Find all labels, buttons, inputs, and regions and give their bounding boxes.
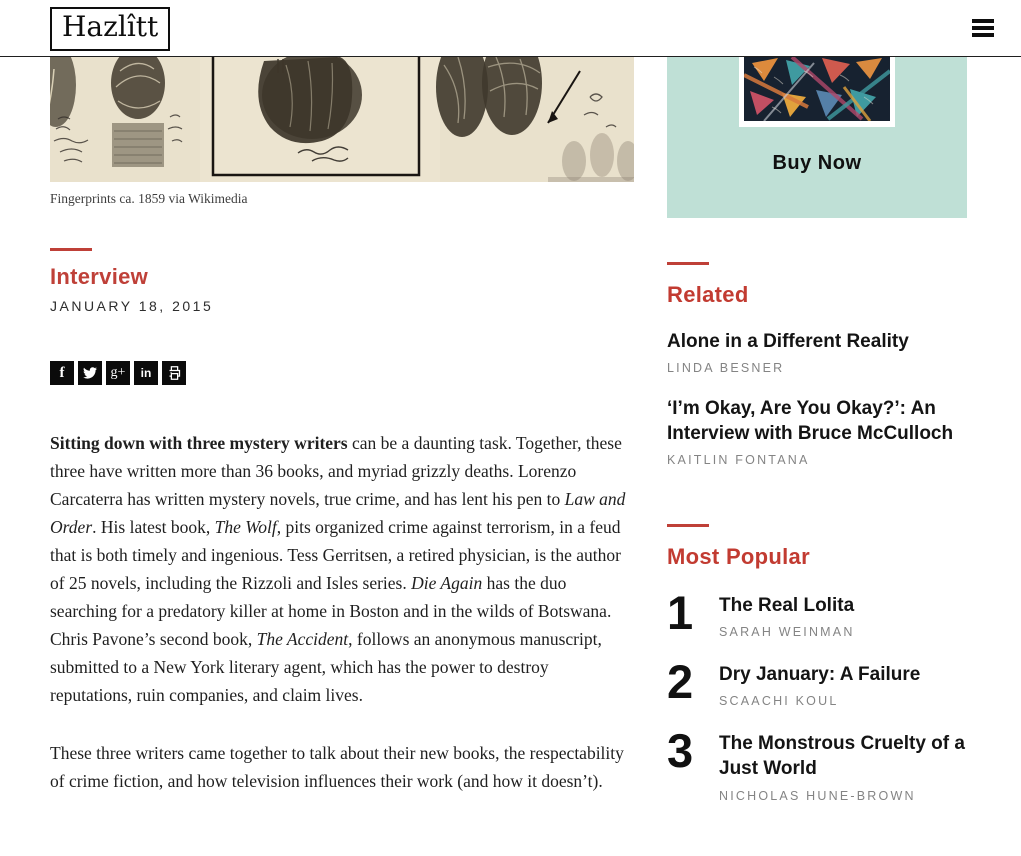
related-item (667, 396, 967, 467)
google-plus-icon[interactable]: g+ (106, 361, 130, 385)
article-main (50, 57, 634, 825)
popular-item (667, 586, 967, 640)
site-header (0, 0, 1021, 57)
most-popular-heading: Most Popular (667, 544, 810, 570)
sidebar (667, 57, 967, 825)
site-logo-text: Hazlîtt (62, 9, 159, 43)
article-body (50, 429, 634, 795)
article-date: JANUARY 18, 2015 (50, 298, 214, 314)
article-category-link[interactable]: Interview (50, 264, 149, 289)
book-cover[interactable] (739, 57, 895, 127)
popular-item (667, 724, 967, 803)
accent-rule (50, 248, 92, 251)
popular-rank: 1 (667, 586, 692, 640)
related-article-link[interactable]: ‘I’m Okay, Are You Okay?’: An Interview with Bruce McCulloch (667, 398, 954, 445)
popular-article-author: SCAACHI KOUL (719, 694, 839, 709)
book-promo (667, 57, 967, 218)
linkedin-icon[interactable]: in (134, 361, 158, 385)
related-heading: Related (667, 282, 749, 307)
popular-article-link[interactable]: The Monstrous Cruelty of a Just World (719, 733, 965, 780)
accent-rule (667, 262, 709, 265)
most-popular-section (667, 524, 967, 802)
popular-article-author: NICHOLAS HUNE-BROWN (719, 788, 916, 803)
printer-glyph (167, 366, 182, 380)
site-logo[interactable] (50, 7, 170, 52)
popular-rank: 2 (667, 655, 692, 709)
popular-article-link[interactable]: The Real Lolita (719, 595, 855, 617)
popular-rank: 3 (667, 724, 692, 778)
hamburger-menu-icon[interactable] (972, 19, 994, 37)
article-paragraph: These three writers came together to talk about their new books, the respectability of crime fiction, and how television influences their work (and how it doesn’t). (50, 743, 624, 791)
popular-article-link[interactable]: Dry January: A Failure (719, 664, 921, 686)
twitter-bird-glyph (83, 367, 97, 379)
related-article-author: KAITLIN FONTANA (667, 453, 810, 468)
popular-item (667, 655, 967, 709)
article-paragraph: Sitting down with three mystery writers can be a daunting task. Together, these three have written more than 36 books, and myriad grizzly deaths. Lorenzo Carcaterra has written mystery novels, true crime, and has lent his pen to Law and Order. His latest book, The Wolf, pits organized crime against terrorism, in a feud that is both timely and ingenious. Tess Gerritsen, a retired physician, is the author of 25 novels, including the Rizzoli and Isles series. Die Again has the duo searching for a predatory killer at home in Boston and in the wilds of Botswana. Chris Pavone’s second book, The Accident, follows an anonymous manuscript, submitted to a New York literary agent, which has the power to destroy reputations, ruin companies, and claim lives. (50, 433, 626, 705)
related-article-link[interactable]: Alone in a Different Reality (667, 331, 909, 352)
article-hero (50, 57, 634, 207)
twitter-icon[interactable] (78, 361, 102, 385)
related-article-author: LINDA BESNER (667, 361, 785, 376)
print-icon[interactable] (162, 361, 186, 385)
image-caption: Fingerprints ca. 1859 via Wikimedia (50, 191, 248, 206)
related-item (667, 329, 967, 375)
page-content (0, 57, 1021, 845)
related-section (667, 262, 967, 467)
popular-article-author: SARAH WEINMAN (719, 625, 855, 640)
fingerprints-image (50, 57, 634, 182)
accent-rule (667, 524, 709, 527)
buy-now-button[interactable]: Buy Now (772, 152, 862, 174)
facebook-icon[interactable]: f (50, 361, 74, 385)
most-popular-list (667, 586, 967, 803)
share-bar (50, 361, 634, 385)
book-cover-art (744, 57, 890, 121)
